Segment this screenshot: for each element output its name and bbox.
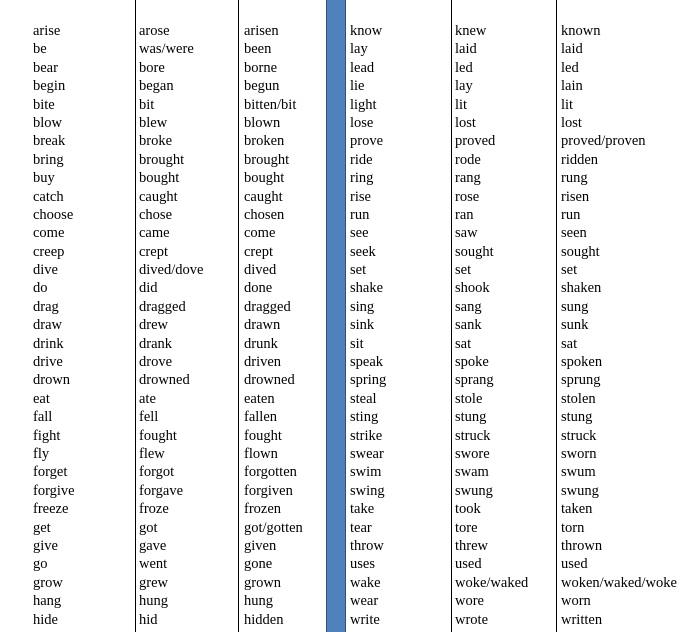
verb-cell: lead	[350, 59, 375, 76]
verb-cell: rise	[350, 188, 371, 205]
verb-cell: uses	[350, 556, 375, 573]
verb-cell: swim	[350, 464, 382, 481]
verb-cell: tear	[350, 519, 372, 536]
verb-cell: set	[350, 262, 367, 279]
verb-cell: fell	[139, 409, 159, 426]
verb-cell: arose	[139, 23, 170, 39]
verb-cell: take	[350, 501, 375, 518]
verb-cell: crept	[244, 243, 273, 260]
verb-cell: seen	[561, 225, 587, 242]
verb-cell: shaken	[561, 280, 602, 297]
verb-cell: throw	[350, 537, 384, 554]
right-base-column	[350, 22, 386, 629]
verb-cell: lay	[455, 78, 473, 95]
verb-cell: rose	[455, 188, 480, 205]
verb-cell: drink	[33, 335, 64, 352]
verb-cell: bit	[139, 96, 155, 113]
verb-cell: light	[350, 96, 377, 113]
verb-cell: rode	[455, 151, 481, 168]
verb-cell: risen	[561, 188, 590, 205]
verb-cell: hung	[244, 593, 273, 610]
verb-cell: come	[33, 225, 65, 242]
verb-cell: crept	[139, 243, 168, 260]
left-participle-column	[244, 22, 303, 629]
verb-cell: done	[244, 280, 273, 297]
right-past-column	[455, 22, 528, 629]
verb-cell: arisen	[244, 23, 279, 39]
verb-cell: lost	[455, 114, 476, 131]
verb-cell: sat	[455, 335, 472, 352]
verb-cell: blown	[244, 114, 281, 131]
verb-cell: shake	[350, 280, 384, 297]
verb-cell: wrote	[455, 611, 489, 628]
verb-cell: fallen	[244, 409, 278, 426]
verb-cell: forgotten	[244, 464, 297, 481]
verb-cell: sprang	[455, 372, 494, 389]
verb-cell: was/were	[139, 41, 194, 58]
verb-cell: chosen	[244, 206, 285, 223]
verb-cell: hung	[139, 593, 168, 610]
verb-cell: sprung	[561, 372, 601, 389]
verb-cell: creep	[33, 243, 65, 260]
verb-cell: laid	[561, 41, 583, 58]
verb-cell: prove	[350, 133, 384, 150]
verb-cell: drive	[33, 354, 63, 371]
verb-cell: flown	[244, 445, 278, 462]
verb-cell: began	[139, 78, 174, 95]
verb-cell: threw	[455, 537, 489, 554]
verb-cell: seek	[350, 243, 376, 260]
verb-cell: got/gotten	[244, 519, 303, 536]
verb-cell: lie	[350, 78, 365, 95]
verb-cell: sting	[350, 409, 379, 426]
verb-cell: run	[350, 206, 370, 223]
verb-cell: flew	[139, 445, 165, 462]
verb-cell: forgive	[33, 482, 75, 499]
center-divider-edge	[345, 0, 346, 632]
verb-cell: sought	[561, 243, 600, 260]
verb-cell: ridden	[561, 151, 599, 168]
verb-cell: dragged	[244, 298, 291, 315]
verb-cell: drank	[139, 335, 173, 352]
verb-cell: set	[561, 262, 578, 279]
verb-cell: forgave	[139, 482, 184, 499]
verb-cell: worn	[561, 593, 591, 610]
verb-cell: catch	[33, 188, 64, 205]
verb-cell: sank	[455, 317, 482, 334]
verb-cell: gave	[139, 537, 167, 554]
verb-cell: spoken	[561, 354, 603, 371]
verb-cell: lain	[561, 78, 583, 95]
verb-cell: drunk	[244, 335, 278, 352]
verb-cell: been	[244, 41, 272, 58]
verb-cell: drag	[33, 298, 59, 315]
verb-cell: bought	[139, 170, 180, 187]
verb-cell: swing	[350, 482, 385, 499]
left-base-column	[33, 22, 75, 629]
verb-cell: fight	[33, 427, 61, 444]
center-divider-bar	[326, 0, 346, 632]
verb-cell: woke/waked	[455, 574, 529, 591]
verb-cell: swung	[455, 482, 493, 499]
verb-cell: knew	[455, 23, 487, 39]
left-past-column	[139, 22, 203, 629]
verb-cell: write	[350, 611, 380, 628]
verb-cell: sang	[455, 298, 482, 315]
verb-cell: see	[350, 225, 369, 242]
column-rule	[238, 0, 239, 632]
verb-cell: dived/dove	[139, 262, 204, 279]
verb-cell: caught	[139, 188, 178, 205]
verb-cell: sought	[455, 243, 494, 260]
verb-cell: forgiven	[244, 482, 293, 499]
verb-cell: frozen	[244, 501, 282, 518]
verb-cell: begun	[244, 78, 280, 95]
verb-cell: froze	[139, 501, 169, 518]
verb-cell: hidden	[244, 611, 284, 628]
verb-cell: wore	[455, 593, 484, 610]
verb-cell: lit	[561, 96, 574, 113]
verb-cell: driven	[244, 354, 282, 371]
verb-cell: tore	[455, 519, 478, 536]
verb-cell: stung	[455, 409, 487, 426]
verb-cell: broke	[139, 133, 173, 150]
verb-cell: caught	[244, 188, 283, 205]
verb-cell: stolen	[561, 390, 596, 407]
verb-cell: saw	[455, 225, 478, 242]
verb-cell: swum	[561, 464, 596, 481]
verb-cell: brought	[139, 151, 185, 168]
verb-cell: wear	[350, 593, 379, 610]
verb-cell: ate	[139, 390, 156, 407]
verb-cell: took	[455, 501, 481, 518]
verb-cell: bitten/bit	[244, 96, 297, 113]
verb-cell: went	[139, 556, 168, 573]
verb-cell: used	[561, 556, 588, 573]
verb-cell: bear	[33, 59, 58, 76]
verb-cell: know	[350, 23, 383, 39]
verb-cell: grow	[33, 574, 63, 591]
verb-cell: hid	[139, 611, 158, 628]
verb-cell: come	[244, 225, 276, 242]
verb-cell: choose	[33, 206, 74, 223]
verb-cell: go	[33, 556, 48, 573]
verb-cell: sing	[350, 298, 375, 315]
verb-cell: shook	[455, 280, 490, 297]
verb-cell: sworn	[561, 445, 597, 462]
verb-cell: got	[139, 519, 158, 536]
verb-cell: bore	[139, 59, 165, 76]
verb-cell: hang	[33, 593, 62, 610]
verb-cell: lay	[350, 41, 368, 58]
verb-cell: swore	[455, 445, 490, 462]
verb-cell: drove	[139, 354, 173, 371]
verb-cell: brought	[244, 151, 290, 168]
verb-cell: sunk	[561, 317, 589, 334]
verb-cell: bought	[244, 170, 285, 187]
verb-cell: swear	[350, 445, 384, 462]
verb-cell: torn	[561, 519, 585, 536]
verb-cell: proved	[455, 133, 496, 150]
verb-cell: thrown	[561, 537, 603, 554]
verb-cell: dived	[244, 262, 277, 279]
verb-cell: woken/waked/woke	[561, 574, 677, 591]
verb-cell: did	[139, 280, 158, 297]
verb-cell: sung	[561, 298, 589, 315]
verb-cell: struck	[561, 427, 597, 444]
verb-cell: grew	[139, 574, 168, 591]
verb-cell: wake	[350, 574, 381, 591]
verb-cell: do	[33, 280, 48, 297]
verb-cell: sat	[561, 335, 578, 352]
verb-cell: drown	[33, 372, 71, 389]
verb-cell: ring	[350, 170, 374, 187]
verb-cell: bite	[33, 96, 55, 113]
verb-cell: spoke	[455, 354, 489, 371]
verb-cell: broken	[244, 133, 285, 150]
verb-cell: blew	[139, 114, 168, 131]
right-participle-column	[561, 22, 677, 629]
verb-cell: struck	[455, 427, 491, 444]
verb-cell: drawn	[244, 317, 281, 334]
verb-cell: break	[33, 133, 66, 150]
verb-cell: steal	[350, 390, 377, 407]
verb-cell: lit	[455, 96, 468, 113]
verb-cell: fall	[33, 409, 53, 426]
verb-cell: speak	[350, 354, 384, 371]
verb-cell: borne	[244, 59, 278, 76]
center-divider-edge	[326, 0, 327, 632]
verb-cell: lose	[350, 114, 374, 131]
verb-cell: bring	[33, 151, 64, 168]
verb-cell: be	[33, 41, 47, 58]
verb-cell: fly	[33, 445, 50, 462]
verb-cell: came	[139, 225, 170, 242]
verb-cell: drew	[139, 317, 168, 334]
column-rule	[556, 0, 557, 632]
verb-cell: taken	[561, 501, 593, 518]
verb-cell: set	[455, 262, 472, 279]
verb-cell: drowned	[244, 372, 295, 389]
verb-cell: fought	[244, 427, 282, 444]
verb-cell: sink	[350, 317, 375, 334]
verb-cell: forgot	[139, 464, 175, 481]
verb-cell: swung	[561, 482, 599, 499]
verb-cell: used	[455, 556, 482, 573]
verb-cell: arise	[33, 23, 61, 39]
verb-cell: gone	[244, 556, 273, 573]
verb-cell: dive	[33, 262, 58, 279]
verb-cell: blow	[33, 114, 62, 131]
verb-cell: swam	[455, 464, 489, 481]
verb-cell: freeze	[33, 501, 69, 518]
verb-cell: spring	[350, 372, 387, 389]
verb-cell: stole	[455, 390, 483, 407]
verb-cell: chose	[139, 206, 173, 223]
verb-cell: draw	[33, 317, 62, 334]
column-rule	[135, 0, 136, 632]
verb-cell: dragged	[139, 298, 186, 315]
verb-cell: led	[561, 59, 579, 76]
verb-cell: buy	[33, 170, 55, 187]
verb-cell: proved/proven	[561, 133, 646, 150]
verb-cell: drowned	[139, 372, 190, 389]
verb-cell: lost	[561, 114, 582, 131]
verb-cell: forget	[33, 464, 68, 481]
verb-cell: eaten	[244, 390, 275, 407]
verb-cell: given	[244, 537, 277, 554]
verb-cell: rang	[455, 170, 481, 187]
verb-cell: stung	[561, 409, 593, 426]
verb-cell: ran	[455, 206, 474, 223]
verb-cell: sit	[350, 335, 364, 352]
verb-cell: rung	[561, 170, 588, 187]
verb-cell: led	[455, 59, 473, 76]
verb-cell: run	[561, 206, 581, 223]
verb-cell: begin	[33, 78, 66, 95]
verb-cell: ride	[350, 151, 373, 168]
verb-cell: give	[33, 537, 58, 554]
verb-cell: laid	[455, 41, 477, 58]
verb-cell: eat	[33, 390, 50, 407]
verb-cell: get	[33, 519, 51, 536]
column-rule	[451, 0, 452, 632]
verb-cell: strike	[350, 427, 383, 444]
verb-cell: written	[561, 611, 603, 628]
verb-cell: known	[561, 23, 601, 39]
verb-cell: fought	[139, 427, 177, 444]
verb-cell: hide	[33, 611, 58, 628]
verb-cell: grown	[244, 574, 282, 591]
